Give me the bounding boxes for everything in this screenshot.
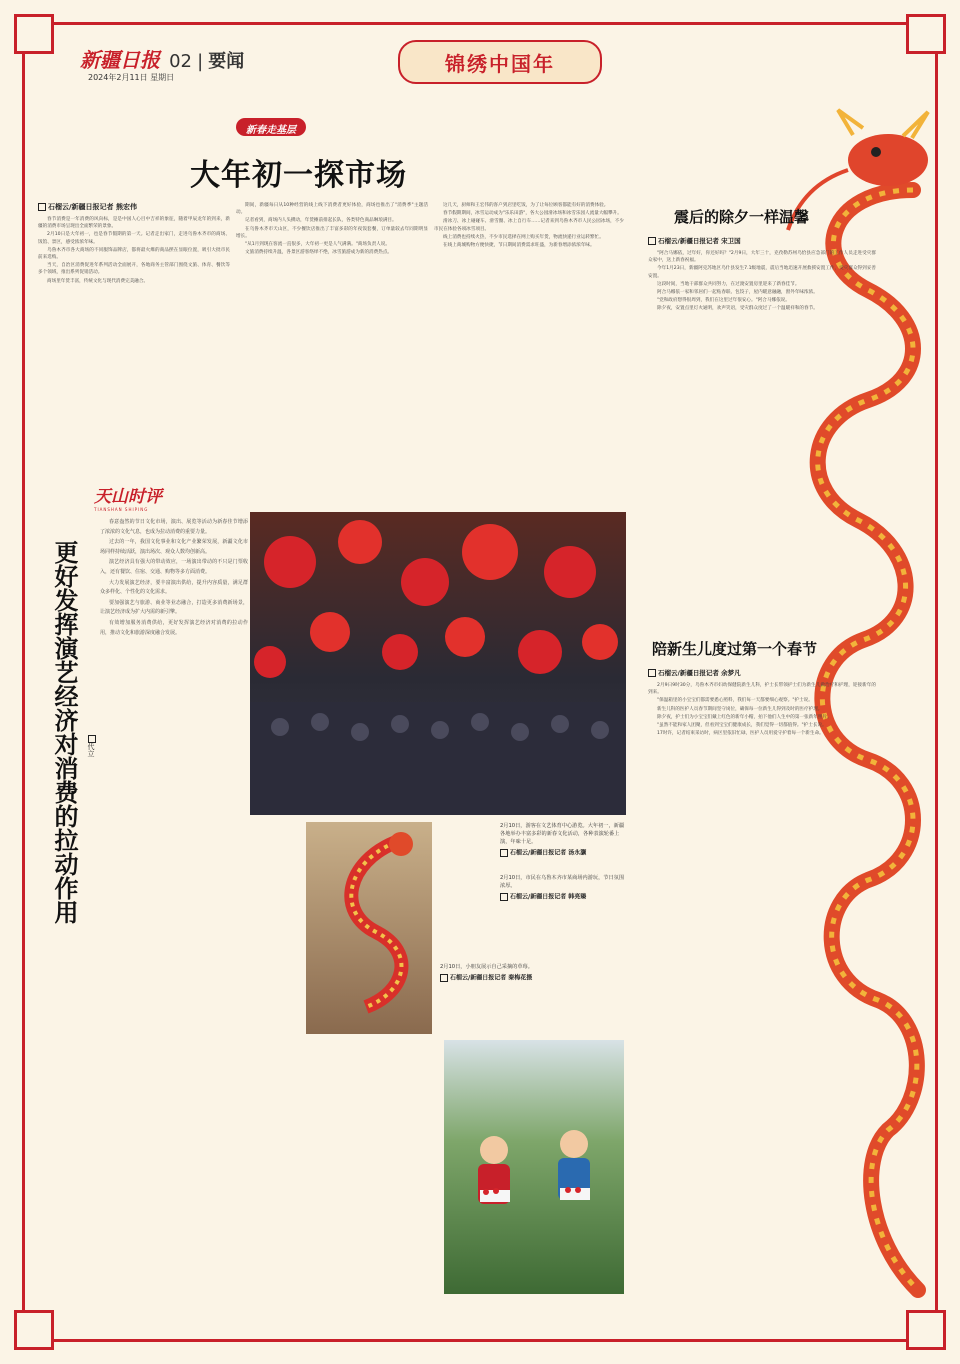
- paragraph: 线上消费也持续火热，不少市民选择在网上购买年货，物流快递行业运转繁忙。: [443, 234, 604, 240]
- commentary-headline: 更好发挥演艺经济对消费的拉动作用: [50, 540, 78, 924]
- caption-text: 2月10日，小朋友展示自己采摘的草莓。: [440, 964, 533, 970]
- right1-body: [648, 250, 876, 612]
- paragraph: 2月10日是大年初一，也是春节假期的第一天。记者走出家门，走进乌鲁木齐市的商场、饭馆、景区，感受浓浓年味。: [38, 232, 230, 245]
- commentary-author: [86, 735, 98, 757]
- commentary-author-text: 代立: [87, 743, 95, 757]
- right2-headline: 陪新生儿度过第一个春节: [652, 640, 818, 658]
- paragraph: 期间，新疆每日从10种经营的线上线下消费者更好体验，商场也推出了"消费季"主题活动。: [236, 203, 428, 216]
- paragraph: 2月9日9时30分，乌鲁木齐市妇幼保健院新生儿科，护士长带领护士们为新生儿做治疗和护理，迎接新年的到来。: [648, 683, 876, 696]
- caption-credit: 石榴云/新疆日报记者 秦梅花摄: [450, 974, 533, 982]
- paragraph: "阿合马娜依，过年好，你还好吗？"2月9日，大年三十，克孜勒苏州乌恰县应急部门的工作人员走进受灾群众家中，送上新春祝福。: [648, 251, 876, 264]
- paragraph: 春节假期期间，冰雪运动成为"乐乐田游"，各大公园滑冰场和冰雪乐园人流量大幅攀升。: [443, 211, 622, 217]
- right1-headline: 震后的除夕一样温馨: [674, 208, 810, 226]
- paragraph: 有效增加服务消费供给，更好发挥演艺经济对消费的拉动作用，推动文化和旅游深度融合发展。: [100, 619, 248, 636]
- paragraph: "党和政府想得很周到，我们在这里过年很安心。"阿合马娜依说。: [657, 298, 790, 304]
- paragraph: 17时许，记者结束采访时，病区里依旧忙碌，医护人员用爱守护着每一个新生命。: [657, 731, 824, 737]
- main-byline: [38, 202, 137, 212]
- paragraph: 文旅消费持续升温，各景区游客络绎不绝，冰雪旅游成为新的消费热点。: [245, 250, 393, 256]
- main-article-col1: [38, 216, 230, 466]
- paragraph: 除夕夜，安置点里灯火通明，欢声笑语，受灾群众度过了一个温暖祥和的春节。: [657, 306, 818, 312]
- paragraph: 演艺经济具有强大的带动效应，一场演出带动的不只是门票收入，还有餐饮、住宿、交通、购物等多方面消费。: [100, 559, 248, 575]
- caption-credit: 石榴云/新疆日报记者 汤永灏: [510, 849, 587, 857]
- festival-banner-text: 锦绣中国年: [445, 51, 555, 76]
- paragraph: "保温箱里的小宝宝们都需要悉心照料，我们每一天都要细心观察。"护士说。: [657, 698, 813, 704]
- main-article-col3: [434, 202, 624, 452]
- right2-byline-text: 石榴云/新疆日报记者 余梦凡: [658, 669, 741, 677]
- main-byline-text: 石榴云/新疆日报记者 熊宏伟: [48, 203, 137, 211]
- paper-name: 新疆日报: [80, 48, 160, 72]
- column-tag-text: 新春走基层: [246, 125, 296, 136]
- corner-ornament: [14, 14, 54, 54]
- paragraph: 乌鲁木齐市各大商场的不同服饰品牌店，都将最火爆的商品摆在显眼位置，吸引大批市民前来选购。: [38, 247, 230, 261]
- kids-graphic: [444, 1040, 624, 1294]
- commentary-body: [100, 518, 248, 1326]
- photo2-caption: [500, 874, 625, 902]
- paragraph: 在线上商城购物方便快捷，节日期间消费需求旺盛，为新春增添浓浓年味。: [443, 243, 595, 249]
- paragraph: "从1月到现在客流一直很多，大年初一更是人气满满。"商场负责人说。: [245, 242, 390, 248]
- photo-strawberry-kids: [444, 1040, 624, 1294]
- paragraph: 这段时间，当地干部群众共同努力，在过渡安置房里迎来了新春佳节。: [657, 281, 800, 287]
- right2-body: [648, 682, 876, 1294]
- column-tag: [236, 118, 306, 136]
- photo-lantern-street: [250, 512, 626, 815]
- lanterns-graphic: [250, 512, 626, 815]
- issue-date: 2024年2月11日 星期日: [88, 73, 175, 82]
- paragraph: 滑冰刀、冰上碰碰车、滑雪圈、冰上自行车……记者来到乌鲁木齐市人民公园冰场，不少市民在体验各项冰雪项目。: [434, 219, 624, 232]
- page-number: 02: [169, 51, 192, 72]
- right2-byline: [648, 668, 741, 677]
- masthead: 新疆日报 02 | 要闻: [80, 48, 245, 72]
- paragraph: 当天，自治区消费促进年系列活动全面展开，各地商务主管部门围绕文旅、体育、餐饮等多个领域，推出系列促销活动。: [38, 263, 230, 276]
- paragraph: 在乌鲁木齐市天山区，不少餐饮店推出了丰富多彩的年夜饭套餐，订单量较去年同期明显增长。: [236, 226, 428, 239]
- paragraph: 今年1月23日，新疆阿克苏地区乌什县发生7.1级地震，震后当地迅速开展救援安置工作，受灾群众得到妥善安置。: [648, 266, 876, 279]
- main-article-col2: [236, 202, 428, 452]
- photo3-caption: [440, 963, 625, 983]
- main-headline: 大年初一探市场: [190, 158, 407, 193]
- paragraph: 阿合马娜依一家和邻居们一起贴春联、包饺子，屋内暖意融融，窗外年味浓浓。: [657, 290, 818, 296]
- paragraph: 春意盎然的节日文化市场，演出、展览等活动为新春佳节增添了浓浓的文化气息，也成为拉动消费的重要力量。: [100, 519, 248, 535]
- commentary-logo: [94, 482, 162, 512]
- paragraph: 过去的一年，我国文化事业和文化产业繁荣发展，新疆文化市场同样持续活跃，演出场次、观众人数均创新高。: [100, 539, 248, 555]
- paragraph: 这几天，厨师和王宏伟的客户到店里吃饭，为了让每位顾客都能有好的消费体验。: [443, 203, 609, 208]
- festival-banner: [398, 40, 602, 84]
- paragraph: "虽然不能和家人团聚，但看到宝宝们健康成长，我们觉得一切都值得。"护士长说。: [657, 723, 827, 729]
- commentary-logo-sub: TIANSHAN SHIPING: [94, 507, 149, 512]
- paragraph: 新生儿科的医护人员春节期间坚守岗位，确保每一位新生儿得到及时的医疗护理。: [657, 706, 823, 712]
- paragraph: 大力发展演艺经济，要丰富演出供给，提升内容质量，满足群众多样化、个性化的文化需求。: [100, 579, 248, 596]
- caption-text: 2月10日，游客在文艺体育中心游览。大年初一，新疆各地举办丰富多彩的新春文化活动，各种表演轮番上演，年味十足。: [500, 823, 625, 845]
- photo1-caption: [500, 822, 625, 858]
- paragraph: 春节消费是一年消费的风向标，是是中国人心目中吉祥的象征，随着甲辰龙年的到来，新疆的消费市场呈现出全面繁荣的景象。: [38, 217, 230, 230]
- corner-ornament: [14, 1310, 54, 1350]
- section-name: 要闻: [208, 51, 245, 72]
- photo-dragon-mall: [306, 822, 432, 1034]
- dragon-sculpture-graphic: [306, 822, 432, 1034]
- paragraph: 要加强演艺与旅游、商业等业态融合，打造更多消费新场景，让演艺经济成为扩大内需的新引擎。: [100, 599, 248, 616]
- caption-credit: 石榴云/新疆日报记者 韩亮臻: [510, 893, 587, 901]
- paragraph: 除夕夜，护士们为小宝宝们戴上红色的新年小帽，拍下他们人生中的第一张新年照片。: [657, 714, 832, 720]
- caption-text: 2月10日，市民在乌鲁木齐市某商场内游玩，节日氛围浓厚。: [500, 875, 625, 889]
- right1-byline: [648, 236, 741, 245]
- right1-byline-text: 石榴云/新疆日报记者 宋卫国: [658, 237, 741, 245]
- paragraph: 商场里年货丰富，传统文化与现代消费完美融合。: [47, 278, 149, 284]
- commentary-logo-text: 天山时评: [94, 487, 162, 507]
- paragraph: 记者看到，商场内人头攒动，年货摊前排起长队，各类特色商品琳琅满目。: [245, 218, 397, 224]
